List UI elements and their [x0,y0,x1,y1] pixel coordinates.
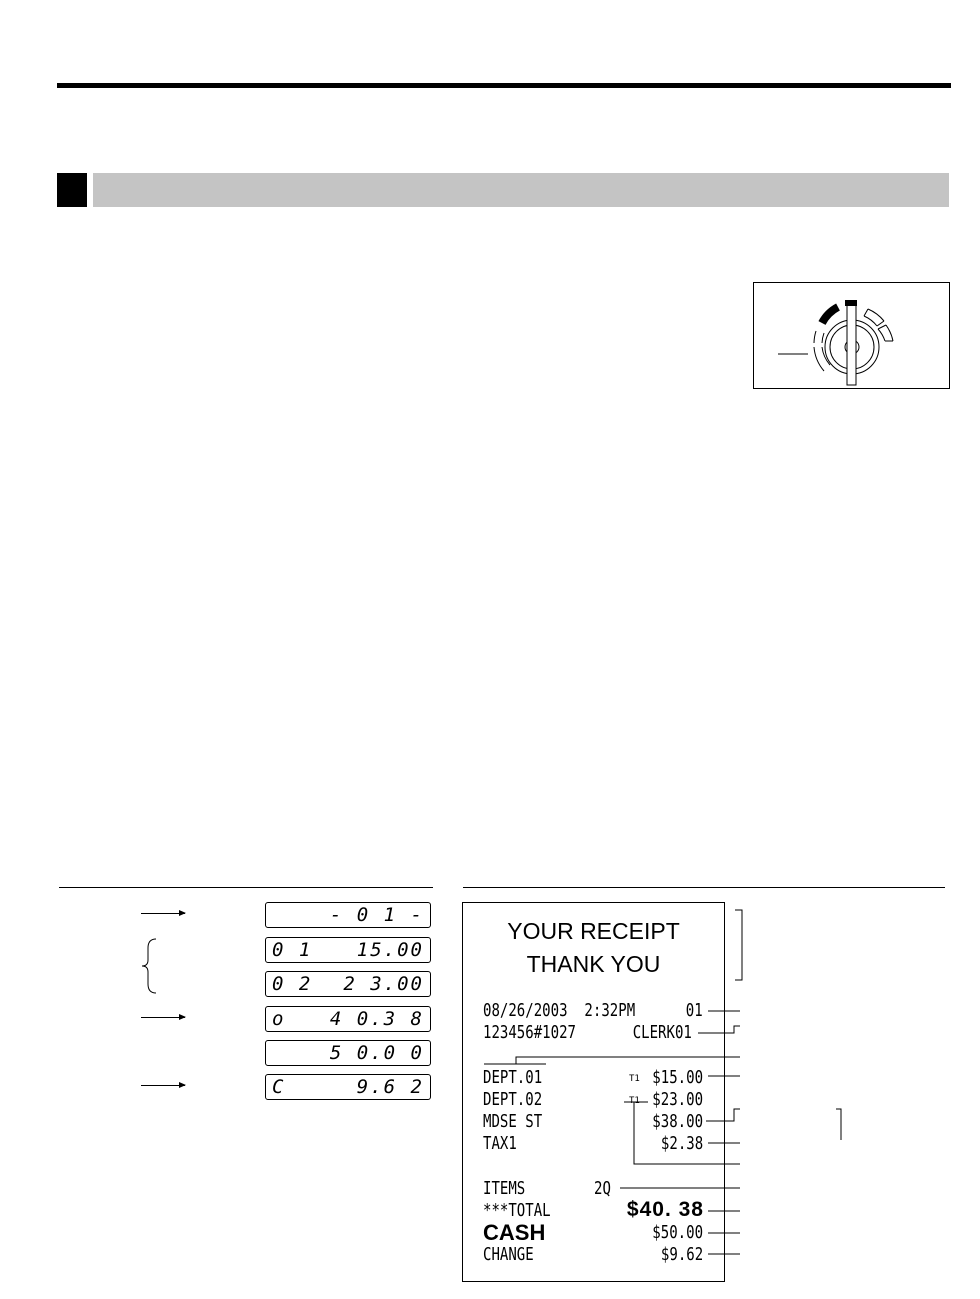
display-panel [265,937,431,963]
display-panel [265,902,431,928]
receipt-cash-amount: $50.00 [652,1222,703,1243]
display-right: 15.00 [356,939,424,961]
callout-leaders [470,900,850,1270]
receipt-tax-symbol: T1 [629,1096,640,1106]
arrow-icon [141,913,185,914]
receipt-header-line2: THANK YOU [526,951,661,977]
section-marker [57,173,87,207]
receipt-tax-symbol: T1 [629,1074,640,1084]
receipt-cash-label: CASH [483,1220,546,1245]
display-panel [265,1040,431,1066]
receipt-header-line1: YOUR RECEIPT [507,918,680,944]
receipt-items-label: ITEMS [483,1178,526,1199]
receipt-merchandise-amount: $38.00 [652,1111,703,1132]
brace-icon [140,938,158,994]
left-column-rule [59,887,433,888]
right-column-rule [463,887,945,888]
receipt-item-amount: $15.00 [652,1067,703,1088]
receipt-date-time: 08/26/2003 2:32PM [483,1000,636,1021]
receipt-merchandise-label: MDSE ST [483,1111,543,1132]
receipt-change-label: CHANGE [483,1244,534,1265]
display-left: 0 2 [272,973,313,995]
section-title-bar [93,173,949,207]
display-panel [265,1074,431,1100]
display-right: - 0 1 - [329,904,424,926]
receipt-total-amount: $40. 38 [626,1198,704,1221]
receipt-clerk: CLERK01 [632,1022,692,1043]
arrow-icon [141,1017,185,1018]
display-right: 4 0.3 8 [329,1008,424,1030]
receipt-total-label: ***TOTAL [483,1200,551,1221]
display-right: 9.6 2 [356,1076,424,1098]
receipt-items-count: 2Q [594,1178,611,1199]
display-left: C [272,1076,286,1098]
receipt-item-label: DEPT.01 [483,1067,543,1088]
display-right: 2 3.00 [343,973,424,995]
display-left: o [272,1008,286,1030]
receipt-item-label: DEPT.02 [483,1089,543,1110]
mode-key-figure [753,282,950,389]
arrow-icon [141,1085,185,1086]
receipt-tax-label: TAX1 [483,1133,517,1154]
receipt-item-amount: $23.00 [652,1089,703,1110]
receipt-tax-amount: $2.38 [660,1133,703,1154]
display-panel [265,1006,431,1032]
display-right: 5 0.0 0 [329,1042,424,1064]
mode-key-icon [754,283,951,390]
display-panel [265,971,431,997]
receipt-change-amount: $9.62 [660,1244,703,1265]
receipt-consecutive-no: 123456#1027 [483,1022,576,1043]
display-left: 0 1 [272,939,313,961]
top-rule [57,83,951,88]
receipt-register-no: 01 [686,1000,703,1021]
